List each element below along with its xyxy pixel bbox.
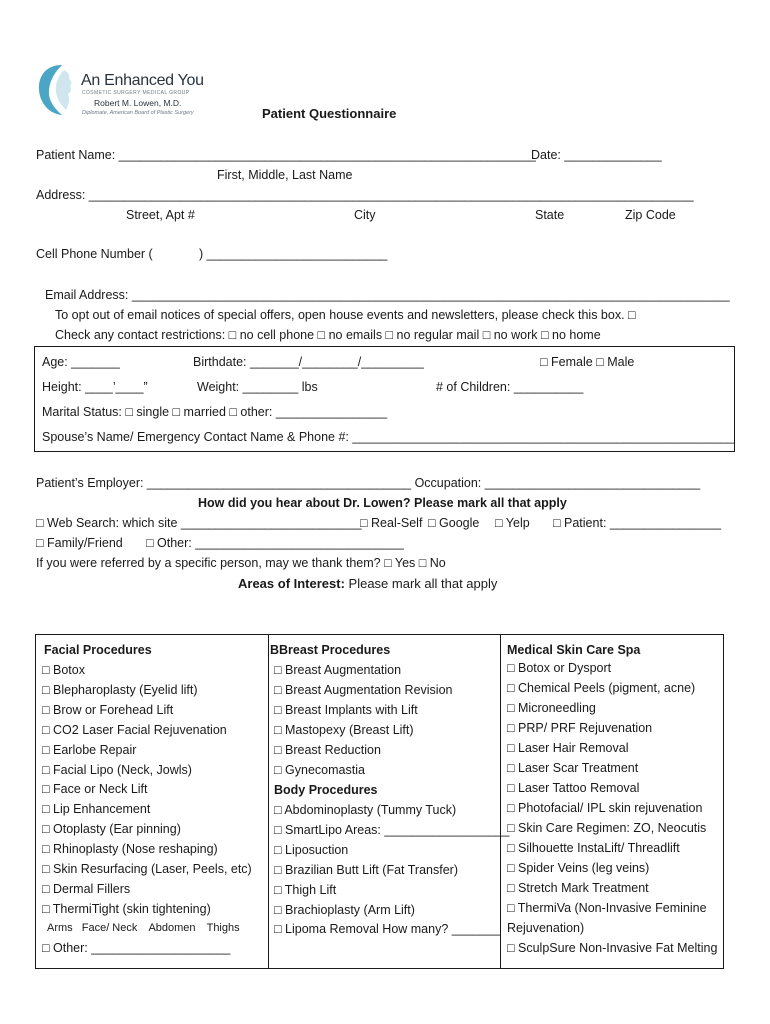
marital-status[interactable]: Marital Status: □ single □ married □ other: ________________ [42, 405, 388, 419]
procedure-checkbox[interactable]: □ Photofacial/ IPL skin rejuvenation [507, 801, 703, 815]
procedure-checkbox[interactable]: □ Liposuction [274, 842, 349, 857]
weight-field[interactable]: Weight: ________ lbs [197, 380, 318, 394]
procedure-checkbox[interactable]: □ Laser Hair Removal [507, 741, 629, 755]
page-title: Patient Questionnaire [262, 106, 397, 121]
procedure-checkbox[interactable]: □ Botox or Dysport [507, 661, 612, 675]
procedure-checkbox[interactable]: □ Brazilian Butt Lift (Fat Transfer) [274, 862, 458, 877]
area-face-neck[interactable]: Face/ Neck [81, 922, 138, 934]
web-search-checkbox[interactable]: □ Web Search: which site __________________________ [36, 516, 362, 530]
procedure-checkbox[interactable]: □ Abdominoplasty (Tummy Tuck) [274, 803, 457, 817]
area-thighs[interactable]: Thighs [206, 922, 240, 934]
city-hint: City [354, 208, 376, 222]
brand-subtitle: COSMETIC SURGERY MEDICAL GROUP [82, 90, 190, 96]
board-certification: Diplomate, American Board of Plastic Surgery [82, 110, 194, 116]
profile-logo-icon [36, 62, 84, 118]
procedure-checkbox[interactable]: □ Breast Reduction [274, 743, 381, 757]
procedure-checkbox[interactable]: □ Spider Veins (leg veins) [507, 861, 650, 875]
procedure-checkbox[interactable]: □ Stretch Mark Treatment [507, 881, 649, 895]
procedure-checkbox[interactable]: □ Breast Augmentation Revision [274, 683, 453, 697]
cell-phone-field[interactable]: ) __________________________ [199, 247, 388, 261]
column-divider [500, 634, 501, 968]
procedure-checkbox[interactable]: □ SculpSure Non-Invasive Fat Melting [507, 941, 718, 955]
procedure-checkbox[interactable]: □ Dermal Fillers [42, 881, 131, 896]
procedure-checkbox[interactable]: □ Rhinoplasty (Nose reshaping) [42, 842, 218, 857]
google-checkbox[interactable]: □ Google [428, 516, 480, 530]
procedure-checkbox[interactable]: □ SmartLipo Areas: __________________ [274, 822, 510, 837]
other-referral-checkbox[interactable]: □ Other: ______________________________ [146, 536, 404, 550]
email-field[interactable]: Email Address: ______________________________________________________________________________________ [45, 288, 730, 302]
email-optout-checkbox[interactable]: To opt out of email notices of special offers, open house events and newsletters, please check this box. □ [55, 308, 636, 322]
procedure-checkbox[interactable]: □ Facial Lipo (Neck, Jowls) [42, 762, 192, 777]
procedure-checkbox[interactable]: □ Skin Resurfacing (Laser, Peels, etc) [42, 862, 252, 876]
zip-hint: Zip Code [625, 208, 676, 222]
height-field[interactable]: Height: ____’____” [42, 380, 148, 394]
procedure-checkbox[interactable]: □ Otoplasty (Ear pinning) [42, 822, 181, 837]
age-field[interactable]: Age: _______ [42, 355, 120, 369]
emergency-contact-field[interactable]: Spouse’s Name/ Emergency Contact Name & Phone #: _______________________________________________________ [42, 430, 735, 444]
doctor-name: Robert M. Lowen, M.D. [94, 98, 182, 108]
procedure-checkbox[interactable]: □ Brow or Forehead Lift [42, 702, 174, 717]
procedure-checkbox[interactable]: □ Gynecomastia [274, 763, 365, 777]
area-abdomen[interactable]: Abdomen [148, 922, 196, 934]
referral-heading: How did you hear about Dr. Lowen? Please mark all that apply [198, 496, 567, 510]
brand-name: An Enhanced You [81, 72, 204, 89]
procedure-checkbox[interactable]: □ Brachioplasty (Arm Lift) [274, 902, 415, 917]
procedure-checkbox[interactable]: □ Thigh Lift [274, 882, 337, 897]
street-hint: Street, Apt # [126, 208, 195, 222]
procedure-checkbox[interactable]: □ Breast Implants with Lift [274, 703, 418, 717]
thermitight-areas [47, 922, 240, 934]
breast-procedures-heading: BBreast Procedures [270, 643, 391, 657]
procedure-checkbox[interactable]: □ Lip Enhancement [42, 802, 151, 817]
yelp-checkbox[interactable]: □ Yelp [495, 516, 530, 530]
contact-restrictions[interactable]: Check any contact restrictions: □ no cell phone □ no emails □ no regular mail □ no work □ no home [55, 328, 601, 342]
procedure-checkbox[interactable]: □ Laser Scar Treatment [507, 761, 639, 775]
procedure-checkbox[interactable]: □ ThermiTight (skin tightening) [42, 901, 211, 916]
procedure-checkbox[interactable]: □ Blepharoplasty (Eyelid lift) [42, 682, 198, 697]
procedure-checkbox[interactable]: □ Mastopexy (Breast Lift) [274, 723, 414, 737]
address-field[interactable]: Address: _______________________________________________________________________________________ [36, 188, 694, 202]
body-procedures-heading: Body Procedures [274, 783, 378, 797]
procedure-checkbox[interactable]: □ Breast Augmentation [274, 663, 402, 677]
patient-name-field[interactable]: Patient Name: ____________________________________________________________ [36, 148, 536, 162]
procedure-checkbox[interactable]: Rejuvenation) [507, 921, 585, 935]
procedure-checkbox[interactable]: □ Face or Neck Lift [42, 782, 148, 797]
family-friend-checkbox[interactable]: □ Family/Friend [36, 536, 123, 550]
procedure-checkbox[interactable]: □ ThermiVa (Non-Invasive Feminine [507, 901, 707, 915]
areas-heading-bold: Areas of Interest: [238, 576, 345, 591]
name-hint: First, Middle, Last Name [217, 168, 353, 182]
practice-logo [36, 62, 206, 122]
area-arms[interactable]: Arms [47, 922, 73, 934]
procedure-checkbox[interactable]: □ Skin Care Regimen: ZO, Neocutis [507, 821, 707, 835]
procedure-checkbox[interactable]: □ Earlobe Repair [42, 742, 137, 757]
procedure-checkbox[interactable]: □ PRP/ PRF Rejuvenation [507, 721, 653, 735]
procedure-checkbox[interactable]: □ Chemical Peels (pigment, acne) [507, 681, 696, 695]
procedure-checkbox[interactable]: □ Botox [42, 663, 85, 677]
procedure-checkbox[interactable]: □ CO2 Laser Facial Rejuvenation [42, 722, 227, 737]
cell-phone-label: Cell Phone Number ( [36, 247, 153, 261]
birthdate-field[interactable]: Birthdate: _______/________/_________ [193, 355, 424, 369]
areas-heading [238, 576, 497, 591]
thank-referrer-question[interactable]: If you were referred by a specific person, may we thank them? □ Yes □ No [36, 556, 446, 570]
procedure-checkbox[interactable]: □ Laser Tattoo Removal [507, 781, 640, 795]
procedure-checkbox[interactable]: □ Lipoma Removal How many? _______ [274, 922, 501, 937]
areas-heading-rest: Please mark all that apply [344, 576, 498, 591]
realself-checkbox[interactable]: □ Real-Self [360, 516, 423, 530]
procedure-checkbox[interactable]: □ Silhouette InstaLift/ Threadlift [507, 841, 680, 855]
facial-procedures-heading: Facial Procedures [44, 643, 152, 657]
state-hint: State [535, 208, 565, 222]
employer-field[interactable]: Patient’s Employer: ______________________________________ Occupation: _______________________________ [36, 476, 701, 490]
patient-referral-checkbox[interactable]: □ Patient: ________________ [553, 516, 722, 530]
procedure-checkbox[interactable]: □ Microneedling [507, 701, 596, 715]
other-procedure-field[interactable]: □ Other: ____________________ [42, 941, 231, 955]
children-field[interactable]: # of Children: __________ [436, 380, 584, 394]
column-divider [268, 634, 269, 968]
skin-care-heading: Medical Skin Care Spa [507, 643, 641, 657]
date-field[interactable]: Date: ______________ [531, 148, 662, 162]
gender-checkboxes[interactable]: □ Female □ Male [540, 355, 635, 369]
